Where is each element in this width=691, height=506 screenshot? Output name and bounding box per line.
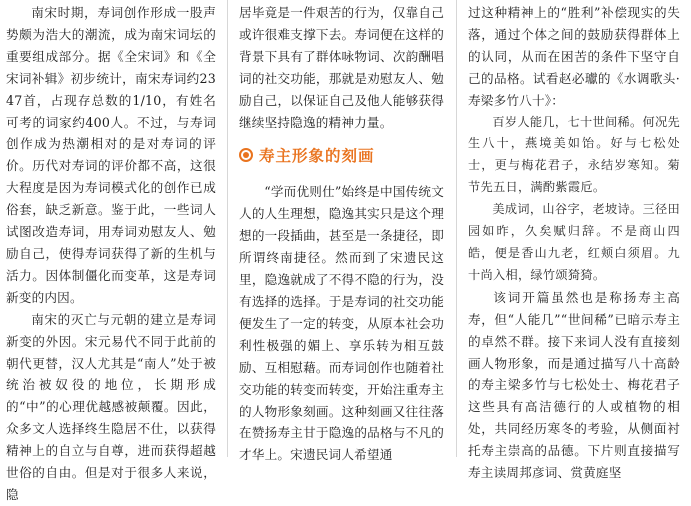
column-left <box>6 2 216 502</box>
poem-stanza: 美成词，山谷字，老坡诗。三径田园如昨，久矣赋归辞。不是商山四皓，便是香山九老，红颊白须眉。九十尚入相，绿竹颂猗猗。 <box>468 202 680 282</box>
column-divider <box>227 0 228 457</box>
column-right <box>468 2 680 481</box>
paragraph: 南宋的灭亡与元朝的建立是寿词新变的外因。宋元易代不同于此前的朝代更替，汉人尤其是“南人”处于被统治被奴役的地位，长期形成的“中”的心理优越感被颠覆。因此，众多文人选择终生隐居不仕，以获得精神上的自立与自尊，进而获得超越世俗的自由。但是对于很多人来说，隐 <box>6 311 216 502</box>
column-divider <box>456 0 457 457</box>
paragraph: “学而优则仕”始终是中国传统文人的人生理想，隐逸其实只是这个理想的一段插曲，甚至是一条捷径，即所谓终南捷径。然而到了宋遗民这里，隐逸就成了不得不隐的行为，没有选择的选择。于是寿词的社交功能便发生了一定的转变，从原本社会功利性极强的媚上、享乐转为相互鼓励、互相慰藉。而寿词创作也随着社交功能的转变而转变，开始注重寿主的人物形象刻画。这种刻画又往往落在赞扬寿主甘于隐逸的品格与不凡的才华上。宋遗民词人希望通 <box>239 184 444 463</box>
paragraph-continued: 居毕竟是一件艰苦的行为，仅靠自己或许很难支撑下去。寿词便在这样的背景下具有了群体咏物词、次韵酬唱词的社交功能，那就是劝慰友人、勉励自己，以保证自己及他人能够获得继续坚持隐逸的精神力量。 <box>239 5 444 130</box>
paragraph: 该词开篇虽然也是称扬寿主高寿，但“人能几”“世间稀”已暗示寿主的卓然不群。接下来词人没有直接刻画人物形象，而是通过描写八十高龄的寿主梁多竹与七松处士、梅花君子这些具有高洁德行的人或植物的相处，共同经历寒冬的考验，从侧面衬托寿主崇高的品德。下片则直接描写寿主读周邦彦词、赏黄庭坚 <box>468 289 680 481</box>
section-heading-text: 寿主形象的刻画 <box>259 147 375 166</box>
poem-stanza: 百岁人能几，七十世间稀。何况先生八十，燕境美如饴。好与七松处士，更与梅花君子，永结岁寒知。菊节先五日，满酌紫霞卮。 <box>468 114 680 195</box>
bullet-circle-icon <box>239 148 253 162</box>
paragraph: 南宋时期，寿词创作形成一股声势颇为浩大的潮流，成为南宋词坛的重要组成部分。据《全宋词》和《全宋词补辑》初步统计，南宋寿词约2347首，占现存总数的1/10，有姓名可考的词家约400人。不过，与寿词创作成为热潮相对的是对寿词的评价。历代对寿词的评价都不高，这很大程度是因为寿词模式化的创作已成俗套，缺乏新意。鉴于此，一些词人试图改造寿词，用寿词劝慰友人、勉励自己，使得寿词获得了新的生机与活力。因体制僵化而变革，这是寿词新变的内因。 <box>6 5 216 305</box>
column-middle <box>239 2 444 463</box>
section-heading <box>239 143 444 167</box>
paragraph-continued: 过这种精神上的“胜利”补偿现实的失落，通过个体之间的鼓励获得群体上的认同，从而在困苦的条件下坚守自己的品格。试看赵必瓛的《水调歌头·寿梁多竹八十》： <box>468 5 680 108</box>
